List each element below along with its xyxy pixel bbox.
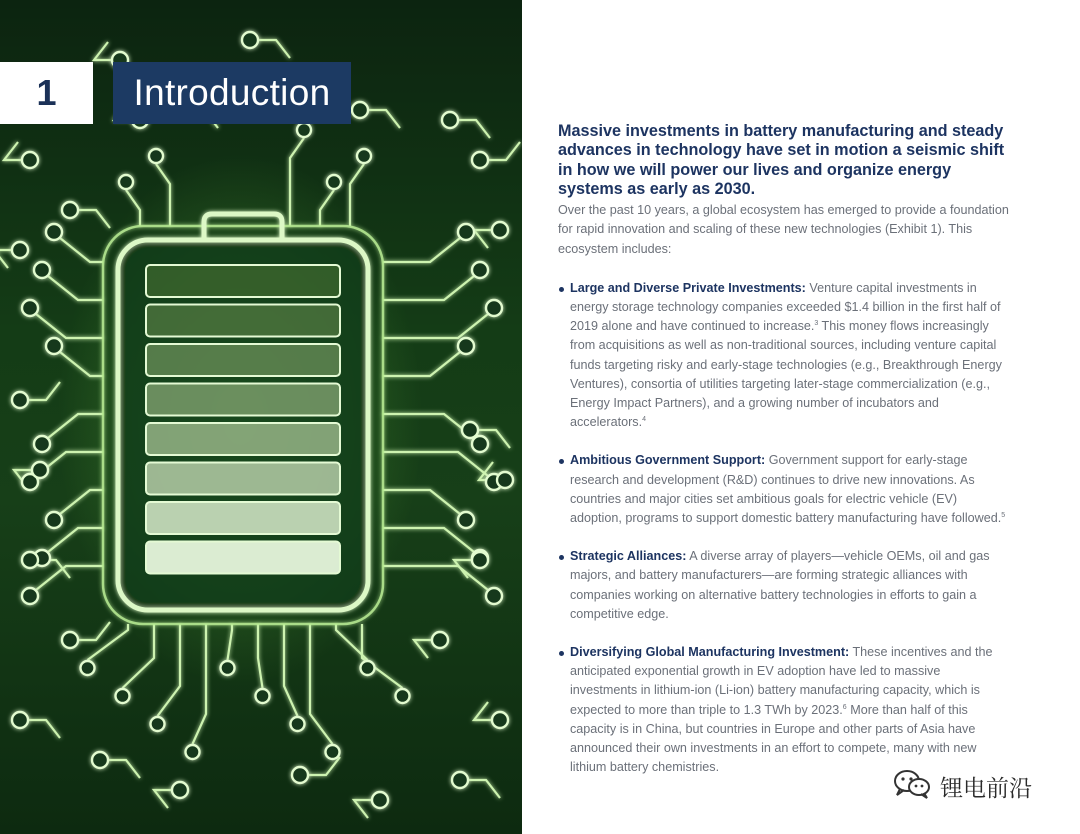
circuit-trace (60, 238, 103, 262)
circuit-trace (383, 314, 488, 338)
circuit-node (22, 552, 38, 568)
battery-cell (146, 502, 340, 534)
circuit-node (486, 588, 502, 604)
circuit-node (396, 689, 410, 703)
circuit-node (46, 512, 62, 528)
circuit-node (151, 717, 165, 731)
circuit-node (458, 338, 474, 354)
circuit-node (46, 338, 62, 354)
footnote-ref: 4 (642, 416, 647, 424)
circuit-trace (193, 624, 207, 744)
circuit-trace (60, 490, 103, 514)
circuit-trace (383, 566, 488, 590)
circuit-trace (320, 190, 334, 226)
footnote-ref: 5 (1001, 511, 1006, 519)
circuit-trace (156, 164, 170, 226)
circuit-node (12, 712, 28, 728)
list-item (558, 547, 1010, 624)
circuit-node (116, 689, 130, 703)
circuit-trace (284, 624, 298, 716)
ecosystem-list (558, 279, 1010, 778)
circuit-trace (36, 314, 103, 338)
bullet-label: Large and Diverse Private Investments: (570, 280, 806, 295)
watermark (892, 768, 1032, 804)
circuit-node (81, 661, 95, 675)
circuit-node (492, 222, 508, 238)
circuit-node (256, 689, 270, 703)
circuit-node (352, 102, 368, 118)
circuit-node (62, 202, 78, 218)
lead-paragraph: Massive investments in battery manufacturing and steady advances in technology have set in motion a seismic shift in how we will power our lives and organize energy systems as early as 2030. (558, 122, 1005, 198)
circuit-trace (383, 414, 474, 438)
intro-text-column (558, 122, 1010, 796)
circuit-trace (126, 190, 140, 226)
circuit-node (149, 149, 163, 163)
bullet-label: Strategic Alliances: (570, 549, 687, 564)
circuit-trace (383, 490, 460, 514)
bullet-label: Ambitious Government Support: (570, 453, 766, 468)
circuit-node (472, 152, 488, 168)
circuit-node (472, 552, 488, 568)
circuit-node (186, 745, 200, 759)
battery-cell (146, 423, 340, 455)
circuit-node (458, 512, 474, 528)
circuit-trace (362, 624, 403, 688)
circuit-trace (383, 276, 474, 300)
circuit-node (221, 661, 235, 675)
bullet-text: These incentives and the anticipated exponential growth in EV adoption have led to massive investments in lithium-ion (Li-ion) battery manufacturing capacity, which is expected to more than triple to 1.3 TWh by 2023. (570, 645, 993, 717)
circuit-node (497, 472, 513, 488)
circuit-node (22, 152, 38, 168)
bullet-text: Venture capital investments in energy storage technology companies exceeded $1.4 billion in the first half of 2019 alone and have continued to increase. (570, 280, 1001, 334)
circuit-trace (383, 352, 460, 376)
list-item (558, 643, 1010, 777)
battery-cell (146, 463, 340, 495)
circuit-node (472, 436, 488, 452)
circuit-node (172, 782, 188, 798)
circuit-node (372, 792, 388, 808)
chapter-number: 1 (0, 62, 93, 124)
circuit-node (297, 123, 311, 137)
circuit-node (22, 588, 38, 604)
bullet-text: Government support for early-stage research and development (R&D) continues to drive new innovations. As countries and major cities set ambitious goals for electric vehicle (EV) adoption, programs to support domestic battery manufacturing have followed. (570, 453, 1002, 526)
circuit-node (327, 175, 341, 189)
circuit-node (442, 112, 458, 128)
circuit-board-graphic (0, 0, 522, 834)
circuit-node (62, 632, 78, 648)
circuit-trace (290, 138, 304, 226)
circuit-node (119, 175, 133, 189)
circuit-node (34, 436, 50, 452)
circuit-trace (88, 624, 129, 660)
bullet-text: This money flows increasingly from acquisitions as well as non-traditional sources, including venture capital funds targeting risky and early-stage technologies (e.g., Breakthrough Energy Ventures), consortia of utilities targeting later-stage commercialization (e.g., Energy Impact Partners), and a growing number of incubators and accelerators. (570, 319, 1002, 430)
circuit-trace (48, 528, 103, 552)
intro-paragraph: Over the past 10 years, a global ecosystem has emerged to provide a foundation for rapid innovation and scaling of these new technologies (Exhibit 1). This ecosystem includes: (558, 203, 1009, 256)
circuit-trace (383, 238, 460, 262)
bullet-text: A diverse array of players—vehicle OEMs, oil and gas majors, and battery manufacturers—are forming strategic alliances with companies working on alternative battery technologies in efforts to gain a competitive edge. (570, 549, 990, 621)
circuit-node (326, 745, 340, 759)
circuit-trace (383, 452, 488, 476)
battery-cell (146, 344, 340, 376)
circuit-node (46, 224, 62, 240)
footnote-ref: 6 (842, 703, 847, 711)
battery-cell (146, 384, 340, 416)
circuit-node (292, 767, 308, 783)
circuit-node (492, 712, 508, 728)
circuit-node (452, 772, 468, 788)
circuit-trace (350, 164, 364, 226)
battery-cell (146, 265, 340, 297)
watermark-text: 锂电前沿 (940, 775, 1032, 802)
circuit-trace (123, 624, 155, 688)
circuit-battery-illustration (0, 0, 522, 834)
circuit-node (486, 300, 502, 316)
circuit-trace (48, 414, 103, 438)
battery-cell (146, 305, 340, 337)
circuit-trace (158, 624, 181, 716)
bullet-label: Diversifying Global Manufacturing Investment: (570, 645, 850, 660)
chapter-title: Introduction (113, 62, 351, 124)
circuit-node (22, 300, 38, 316)
wechat-icon (892, 768, 932, 805)
circuit-node (12, 392, 28, 408)
circuit-node (361, 661, 375, 675)
list-item (558, 451, 1010, 528)
circuit-trace (228, 624, 233, 660)
list-item (558, 279, 1010, 433)
circuit-trace (48, 276, 103, 300)
footnote-ref: 3 (814, 320, 819, 328)
circuit-node (357, 149, 371, 163)
circuit-node (432, 632, 448, 648)
circuit-node (458, 224, 474, 240)
circuit-trace (383, 528, 474, 552)
circuit-node (291, 717, 305, 731)
circuit-node (462, 422, 478, 438)
circuit-node (92, 752, 108, 768)
bullet-text: More than half of this capacity is in China, but countries in Europe and other parts of Asia have announced their own investments in an effort to compete, many with new lithium battery chemistries. (570, 702, 977, 775)
battery-cell (146, 542, 340, 574)
circuit-node (34, 262, 50, 278)
circuit-trace (258, 624, 263, 688)
circuit-node (32, 462, 48, 478)
circuit-node (12, 242, 28, 258)
circuit-trace (60, 352, 103, 376)
circuit-trace (310, 624, 333, 744)
circuit-node (472, 262, 488, 278)
circuit-node (242, 32, 258, 48)
